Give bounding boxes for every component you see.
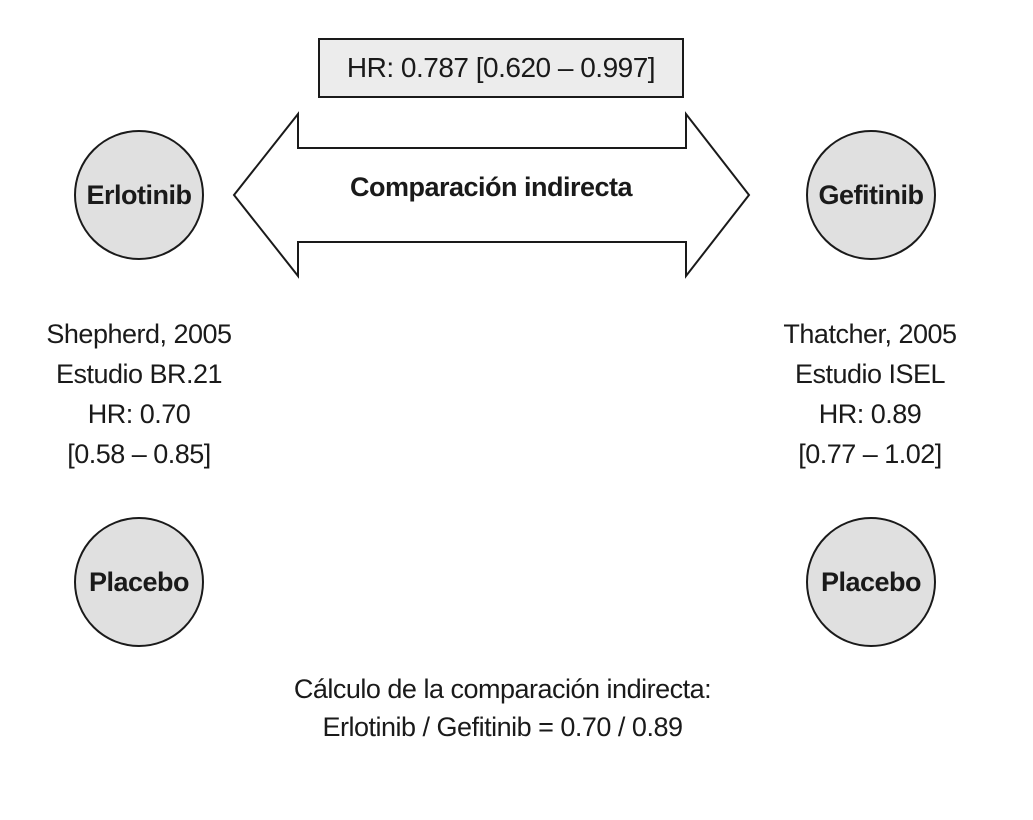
calculation-block (230, 670, 775, 746)
right-placebo-node (806, 517, 936, 647)
calculation-formula: Erlotinib / Gefitinib = 0.70 / 0.89 (322, 712, 683, 742)
left-study-author: Shepherd, 2005 (46, 319, 232, 349)
left-study-hr: HR: 0.70 (87, 399, 191, 429)
indirect-hr-box (318, 38, 684, 98)
right-study-trial: Estudio ISEL (794, 359, 946, 389)
right-study-author: Thatcher, 2005 (783, 319, 957, 349)
right-placebo-label: Placebo (820, 566, 922, 597)
right-study-hr: HR: 0.89 (818, 399, 922, 429)
calculation-title: Cálculo de la comparación indirecta: (293, 674, 712, 704)
erlotinib-node (74, 130, 204, 260)
left-study-trial: Estudio BR.21 (55, 359, 223, 389)
left-study-ci: [0.58 – 0.85] (67, 439, 211, 469)
right-study-ci: [0.77 – 1.02] (798, 439, 942, 469)
arrow-label: Comparación indirecta (349, 172, 633, 202)
gefitinib-node (806, 130, 936, 260)
indirect-hr-text: HR: 0.787 [0.620 – 0.997] (346, 52, 656, 83)
left-placebo-node (74, 517, 204, 647)
left-study-info (19, 314, 259, 474)
right-study-info (750, 314, 990, 474)
erlotinib-label: Erlotinib (86, 179, 192, 210)
left-placebo-label: Placebo (88, 566, 190, 597)
gefitinib-label: Gefitinib (818, 179, 924, 210)
